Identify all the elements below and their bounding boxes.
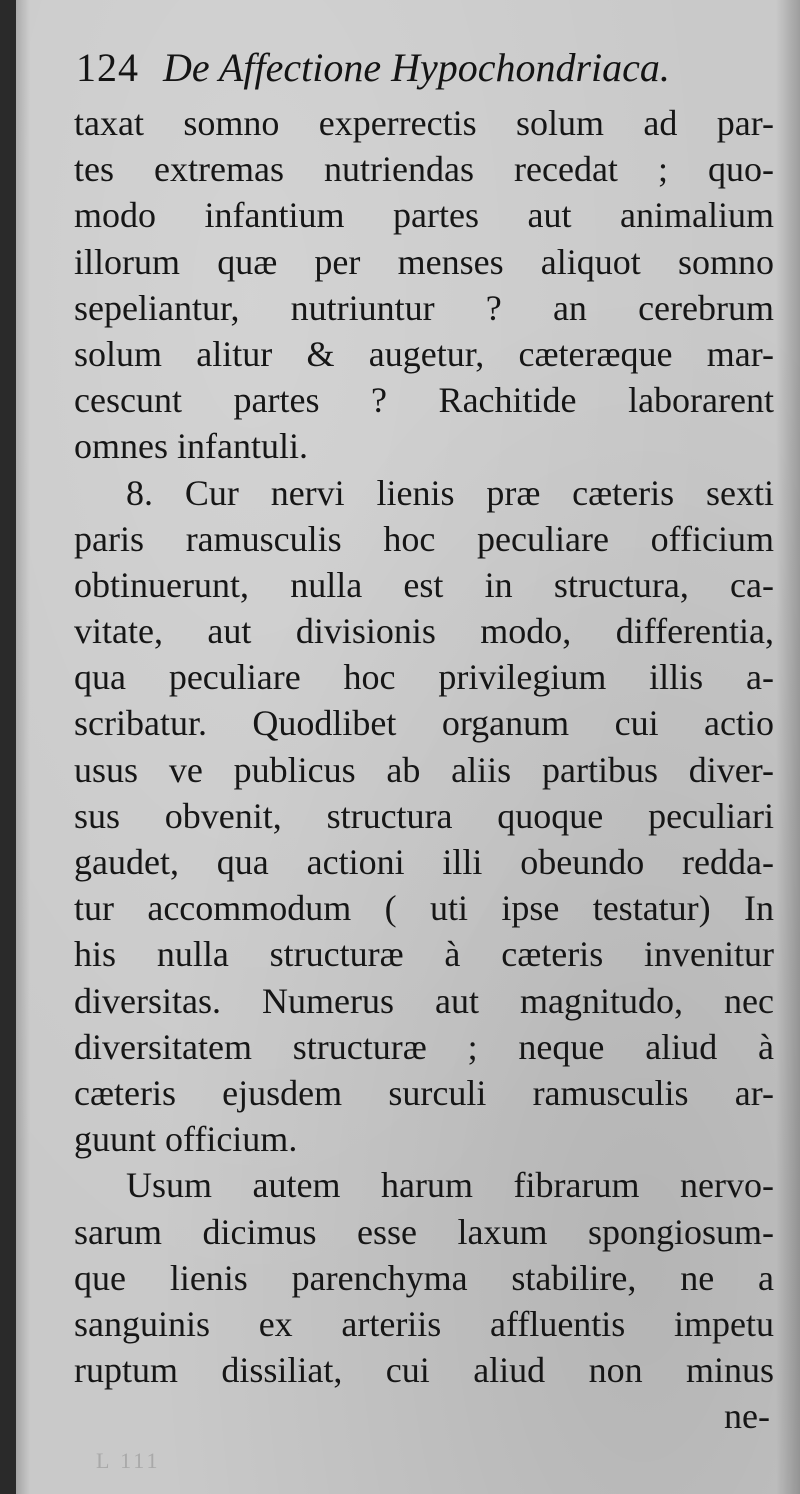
text-line: 8. Cur nervi lienis præ cæteris sexti [126, 472, 774, 513]
page-number: 124 [76, 45, 139, 90]
text-line: paris ramusculis hoc peculiare officium [74, 518, 774, 559]
catchword: ne- [724, 1396, 770, 1437]
text-line: vitate, aut divisionis modo, differentia, [74, 611, 774, 652]
text-line: tur accommodum ( uti ipse testatur) In [74, 888, 774, 929]
text-line: sarum dicimus esse laxum spongiosum- [74, 1211, 774, 1252]
text-line: sanguinis ex arteriis affluentis impetu [74, 1303, 774, 1344]
text-line: illorum quæ per menses aliquot somno [74, 241, 774, 282]
text-line: tes extremas nutriendas recedat ; quo- [74, 149, 774, 190]
text-line: Usum autem harum fibrarum nervo- [126, 1165, 774, 1206]
text-line: obtinuerunt, nulla est in structura, ca- [74, 564, 774, 605]
text-line: cescunt partes ? Rachitide laborarent [74, 380, 774, 421]
text-line: sepeliantur, nutriuntur ? an cerebrum [74, 287, 774, 328]
text-line: diversitas. Numerus aut magnitudo, nec [74, 980, 774, 1021]
text-line: his nulla structuræ à cæteris invenitur [74, 934, 774, 975]
text-line: modo infantium partes aut animalium [74, 195, 774, 236]
text-line: gaudet, qua actioni illi obeundo redda- [74, 842, 774, 882]
text-line: taxat somno experrectis solum ad par- [74, 103, 774, 143]
body-text [74, 100, 774, 1439]
text-line: qua peculiare hoc privilegium illis a- [74, 657, 774, 698]
text-line: ruptum dissiliat, cui aliud non minus [74, 1350, 774, 1391]
text-line: scribatur. Quodlibet organum cui actio [74, 703, 774, 744]
running-title: De Affectione Hypochondriaca. [163, 45, 670, 90]
text-line: sus obvenit, structura quoque peculiari [74, 795, 774, 836]
text-line: omnes infantuli. [74, 426, 308, 467]
text-line: diversitatem structuræ ; neque aliud à [74, 1026, 774, 1067]
text-line: guunt officium. [74, 1119, 298, 1160]
book-page [16, 0, 800, 1494]
page-header [76, 44, 670, 91]
text-line: cæteris ejusdem surculi ramusculis ar- [74, 1072, 774, 1113]
signature-mark: L 111 [96, 1448, 161, 1473]
text-line: usus ve publicus ab aliis partibus diver- [74, 749, 774, 790]
text-line: que lienis parenchyma stabilire, ne a [74, 1257, 774, 1298]
text-line: solum alitur & augetur, cæteræque mar- [74, 333, 774, 374]
